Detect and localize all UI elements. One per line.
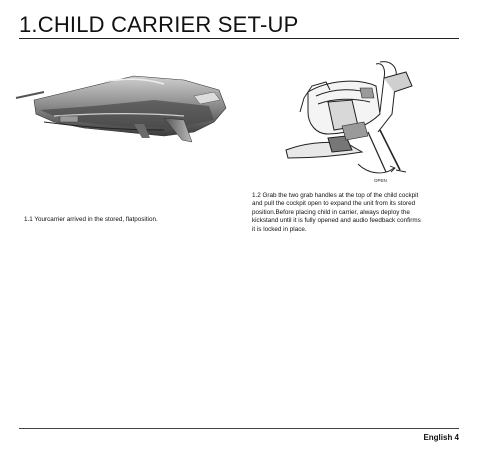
page-title: 1.CHILD CARRIER SET-UP <box>19 12 299 37</box>
step-2-caption <box>252 192 458 234</box>
figure-carrier-open <box>268 52 418 187</box>
title-divider <box>19 38 459 39</box>
step-1-caption: 1.1 Yourcarrier arrived in the stored, flatposition. <box>24 216 158 223</box>
open-label: OPEN <box>374 178 387 183</box>
caption-line: position.Before placing child in carrier, always deploy the <box>252 208 410 216</box>
page-number: English 4 <box>423 433 459 442</box>
caption-line: 1.2 Grab the two grab handles at the top of the child cockpit <box>252 192 419 199</box>
figure-carrier-folded <box>14 70 234 150</box>
footer-divider <box>19 428 459 429</box>
caption-line: and pull the cockpit open to expand the unit from its stored <box>252 200 416 208</box>
caption-line: kickstand until it is fully opened and audio feedback confirms <box>252 217 421 225</box>
caption-line: it is locked in place. <box>252 225 307 233</box>
